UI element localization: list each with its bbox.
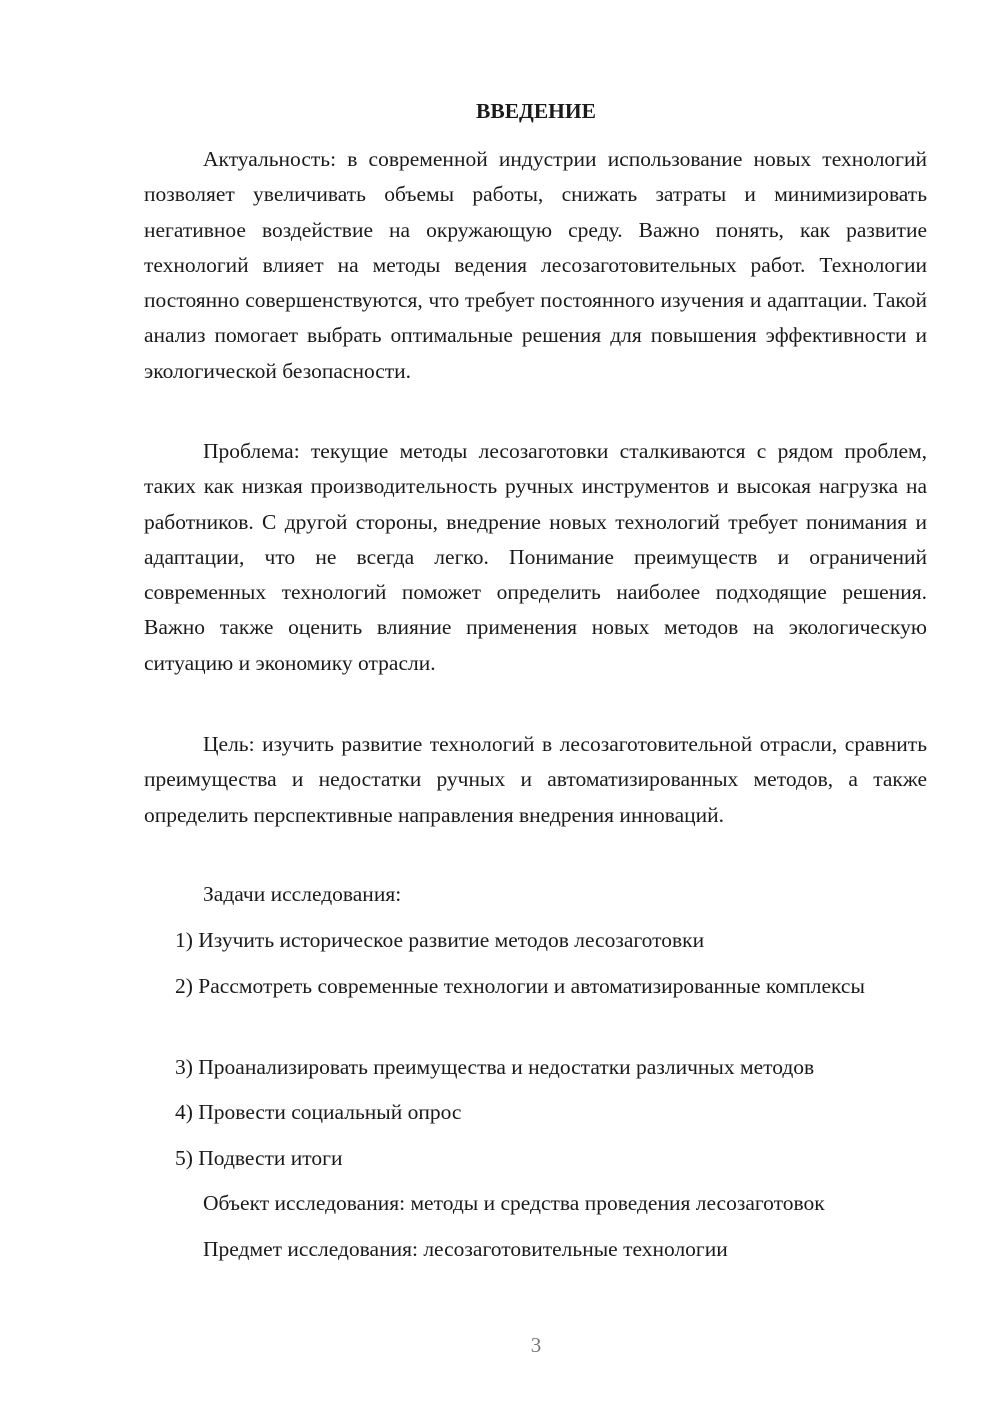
task-item-4: 4) Провести социальный опрос: [175, 1100, 462, 1124]
research-subject: Предмет исследования: лесозаготовительные технологии: [203, 1237, 728, 1261]
research-object: Объект исследования: методы и средства проведения лесозаготовок: [203, 1191, 825, 1215]
document-title: ВВЕДЕНИЕ: [476, 99, 596, 123]
task-item-1: 1) Изучить историческое развитие методов лесозаготовки: [175, 928, 705, 952]
task-item-5: 5) Подвести итоги: [175, 1146, 343, 1170]
page-number: 3: [530, 1333, 542, 1357]
tasks-heading: Задачи исследования:: [203, 882, 402, 906]
goal-paragraph: Цель: изучить развитие технологий в лесозаготовительной отрасли, сравнить преимущества и недостатки ручных и автоматизированных методов, а также определить перспективные направления внедрения инноваций.: [144, 732, 927, 827]
task-item-3: 3) Проанализировать преимущества и недостатки различных методов: [175, 1055, 815, 1079]
problem-paragraph: Проблема: текущие методы лесозаготовки сталкиваются с рядом проблем, таких как низкая производительность ручных инструментов и высокая нагрузка на работников. С другой стороны, внедрение новых технологий требует понимания и адаптации, что не всегда легко. Понимание преимуществ и ограничений современных технологий поможет определить наиболее подходящие решения. Важно также оценить влияние применения новых методов на экологическую ситуацию и экономику отрасли.: [144, 439, 927, 675]
task-item-2: 2) Рассмотреть современные технологии и автоматизированные комплексы: [175, 974, 865, 998]
relevance-paragraph: Актуальность: в современной индустрии использование новых технологий позволяет увеличивать объемы работы, снижать затраты и минимизировать негативное воздействие на окружающую среду. Важно понять, как развитие технологий влияет на методы ведения лесозаготовительных работ. Технологии постоянно совершенствуются, что требует постоянного изучения и адаптации. Такой анализ помогает выбрать оптимальные решения для повышения эффективности и экологической безопасности.: [144, 147, 927, 383]
